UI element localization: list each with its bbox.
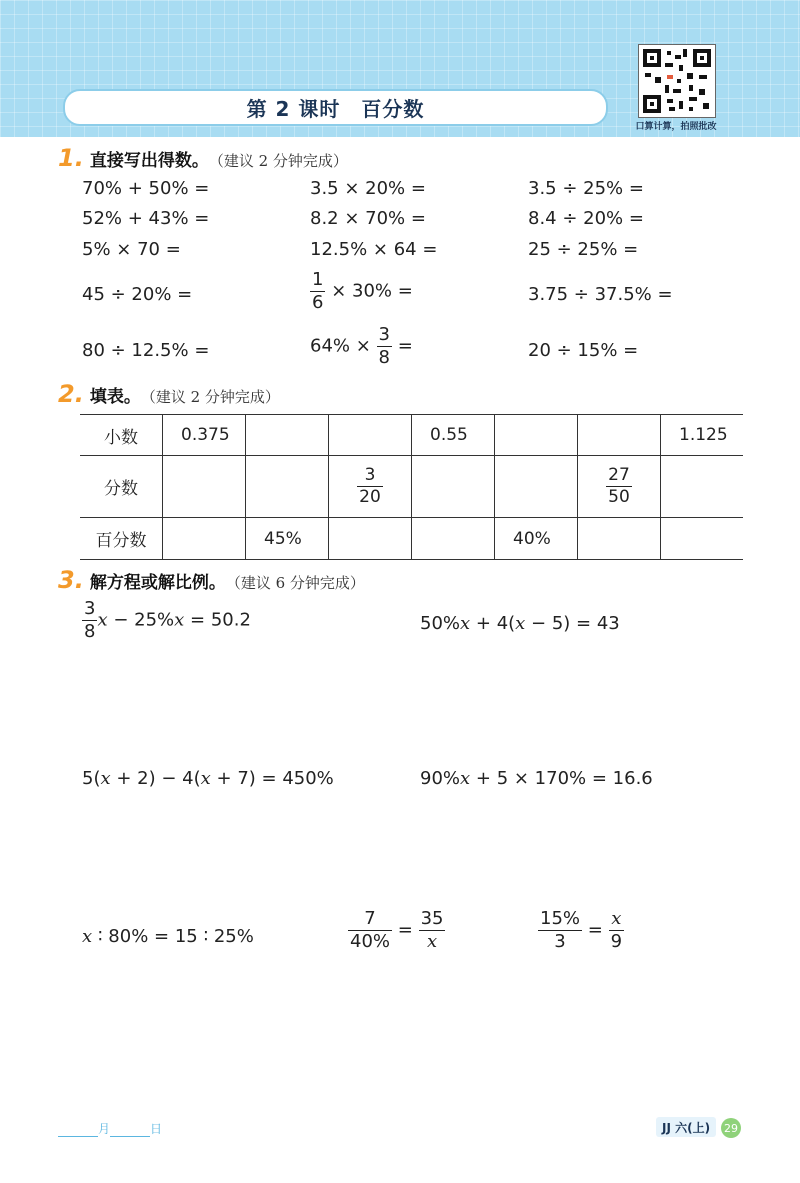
- fraction-cell[interactable]: [329, 456, 412, 518]
- equation-text: 50%: [420, 613, 461, 634]
- fraction: [357, 467, 383, 506]
- problem-e2-pre: 64% ×: [310, 335, 371, 357]
- problem-e2: [310, 326, 413, 367]
- fraction-denominator: 8: [378, 347, 390, 368]
- fraction-numerator: 3: [357, 467, 383, 487]
- fraction-numerator: 27: [608, 465, 630, 485]
- decimal-cell[interactable]: 0.375: [163, 415, 246, 456]
- problem-c3: 25 ÷ 25% =: [528, 239, 639, 260]
- equation-text: = 50.2: [184, 609, 251, 631]
- grade-tag: JJ 六(上): [656, 1117, 716, 1137]
- equation-text: + 5 × 170% = 16.6: [470, 768, 653, 789]
- lesson-title: 第 2 课时 百分数: [246, 97, 425, 121]
- problem-c1: 5% × 70 =: [82, 239, 181, 260]
- day-label: 日: [150, 1122, 163, 1136]
- problem-d2: [310, 271, 413, 312]
- equation-text: + 7) = 450%: [210, 768, 334, 789]
- percent-cell[interactable]: [329, 518, 412, 560]
- variable-x: x: [100, 768, 111, 789]
- fraction-numerator: 1: [312, 269, 324, 290]
- percent-cell[interactable]: [412, 518, 495, 560]
- fraction: [377, 326, 392, 367]
- problem-e3: 20 ÷ 15% =: [528, 340, 639, 361]
- decimal-cell[interactable]: [329, 415, 412, 456]
- equation-3: [82, 768, 334, 789]
- equation-text: 5(: [82, 768, 101, 789]
- problem-d3: 3.75 ÷ 37.5% =: [528, 284, 673, 305]
- variable-x: x: [174, 609, 185, 631]
- fraction-denominator: 40%: [350, 931, 391, 952]
- equation-text: + 4(: [470, 613, 516, 634]
- fraction: [348, 910, 392, 951]
- equation-text: + 2) − 4(: [110, 768, 201, 789]
- section-2-number: 2.: [58, 380, 84, 408]
- fraction: [609, 910, 624, 951]
- fraction-denominator: 8: [84, 621, 96, 642]
- fraction: [310, 271, 325, 312]
- fraction-numerator: 7: [348, 910, 392, 931]
- page-number: 29: [721, 1118, 741, 1138]
- fraction-denominator: 20: [359, 487, 381, 507]
- section-2-heading: [58, 380, 280, 408]
- percent-cell[interactable]: [578, 518, 661, 560]
- equals-sign: =: [587, 919, 603, 941]
- row-label-percent: 百分数: [80, 518, 163, 560]
- equation-6: [348, 910, 445, 951]
- section-3-note: （建议 6 分钟完成）: [225, 574, 365, 592]
- fraction-cell[interactable]: [163, 456, 246, 518]
- day-blank[interactable]: [110, 1136, 150, 1137]
- fraction-cell[interactable]: [246, 456, 329, 518]
- fraction: [606, 467, 632, 506]
- conversion-table: [80, 414, 743, 560]
- decimal-cell[interactable]: [578, 415, 661, 456]
- fraction-cell[interactable]: [578, 456, 661, 518]
- problem-b1: 52% + 43% =: [82, 208, 210, 229]
- equation-7: [538, 910, 624, 951]
- problem-b3: 8.4 ÷ 20% =: [528, 208, 644, 229]
- problem-e2-post: =: [397, 335, 413, 357]
- section-1-title: 直接写出得数。: [89, 151, 209, 171]
- decimal-cell[interactable]: [246, 415, 329, 456]
- month-label: 月: [98, 1122, 111, 1136]
- section-1-heading: [58, 144, 348, 172]
- problem-a1: 70% + 50% =: [82, 178, 210, 199]
- table-row-decimal: [80, 415, 743, 456]
- problem-d1: 45 ÷ 20% =: [82, 284, 193, 305]
- fraction-denominator: x: [426, 931, 438, 952]
- section-2-note: （建议 2 分钟完成）: [140, 388, 280, 406]
- table-row-percent: [80, 518, 743, 560]
- problem-c2: 12.5% × 64 =: [310, 239, 438, 260]
- equation-text: ∶ 80% = 15 ∶ 25%: [92, 926, 254, 947]
- problem-a2: 3.5 × 20% =: [310, 178, 426, 199]
- fraction-numerator: 3: [84, 598, 96, 619]
- row-label-decimal: 小数: [80, 415, 163, 456]
- problem-d2-rest: × 30% =: [331, 280, 413, 302]
- variable-x: x: [82, 926, 93, 947]
- fraction-cell[interactable]: [661, 456, 744, 518]
- section-1-number: 1.: [58, 144, 84, 172]
- fraction-numerator: 35: [420, 908, 444, 929]
- variable-x: x: [460, 613, 471, 634]
- fraction: [419, 910, 446, 951]
- row-label-fraction: 分数: [80, 456, 163, 518]
- problem-e1: 80 ÷ 12.5% =: [82, 340, 210, 361]
- equation-text: 90%: [420, 768, 461, 789]
- fraction: [538, 910, 582, 951]
- equation-1: [82, 600, 251, 641]
- fraction-denominator: 6: [312, 292, 324, 313]
- variable-x: x: [200, 768, 211, 789]
- section-3-number: 3.: [58, 566, 84, 594]
- variable-x: x: [460, 768, 471, 789]
- fraction-denominator: 3: [554, 931, 566, 952]
- problem-a3: 3.5 ÷ 25% =: [528, 178, 644, 199]
- lesson-title-banner: [63, 89, 608, 126]
- fraction-numerator: x: [609, 910, 624, 931]
- percent-cell[interactable]: 40%: [495, 518, 578, 560]
- equation-4: [420, 768, 653, 789]
- section-1-note: （建议 2 分钟完成）: [208, 152, 348, 170]
- percent-cell[interactable]: [661, 518, 744, 560]
- section-3-title: 解方程或解比例。: [89, 573, 226, 593]
- variable-x: x: [515, 613, 526, 634]
- equals-sign: =: [397, 919, 413, 941]
- fraction-numerator: 3: [378, 324, 390, 345]
- section-3-heading: [58, 566, 365, 594]
- decimal-cell[interactable]: 1.125: [661, 415, 744, 456]
- fraction-denominator: 9: [610, 931, 623, 952]
- percent-cell[interactable]: [163, 518, 246, 560]
- qr-caption: 口算计算，拍照批改: [635, 122, 717, 132]
- fraction: [82, 600, 97, 641]
- fraction-numerator: 15%: [540, 908, 581, 929]
- decimal-cell[interactable]: 0.55: [412, 415, 495, 456]
- equation-text: − 25%: [107, 609, 175, 631]
- fraction-cell[interactable]: [495, 456, 578, 518]
- section-2-title: 填表。: [89, 387, 141, 407]
- variable-x: x: [97, 609, 108, 631]
- decimal-cell[interactable]: [495, 415, 578, 456]
- equation-5: [82, 926, 254, 947]
- qr-code-icon[interactable]: [638, 44, 716, 118]
- equation-2: [420, 613, 620, 634]
- month-blank[interactable]: [58, 1136, 98, 1137]
- date-field[interactable]: [58, 1120, 162, 1137]
- percent-cell[interactable]: 45%: [246, 518, 329, 560]
- table-row-fraction: [80, 456, 743, 518]
- fraction-cell[interactable]: [412, 456, 495, 518]
- problem-b2: 8.2 × 70% =: [310, 208, 426, 229]
- fraction-denominator: 50: [608, 487, 630, 507]
- equation-text: − 5) = 43: [525, 613, 620, 634]
